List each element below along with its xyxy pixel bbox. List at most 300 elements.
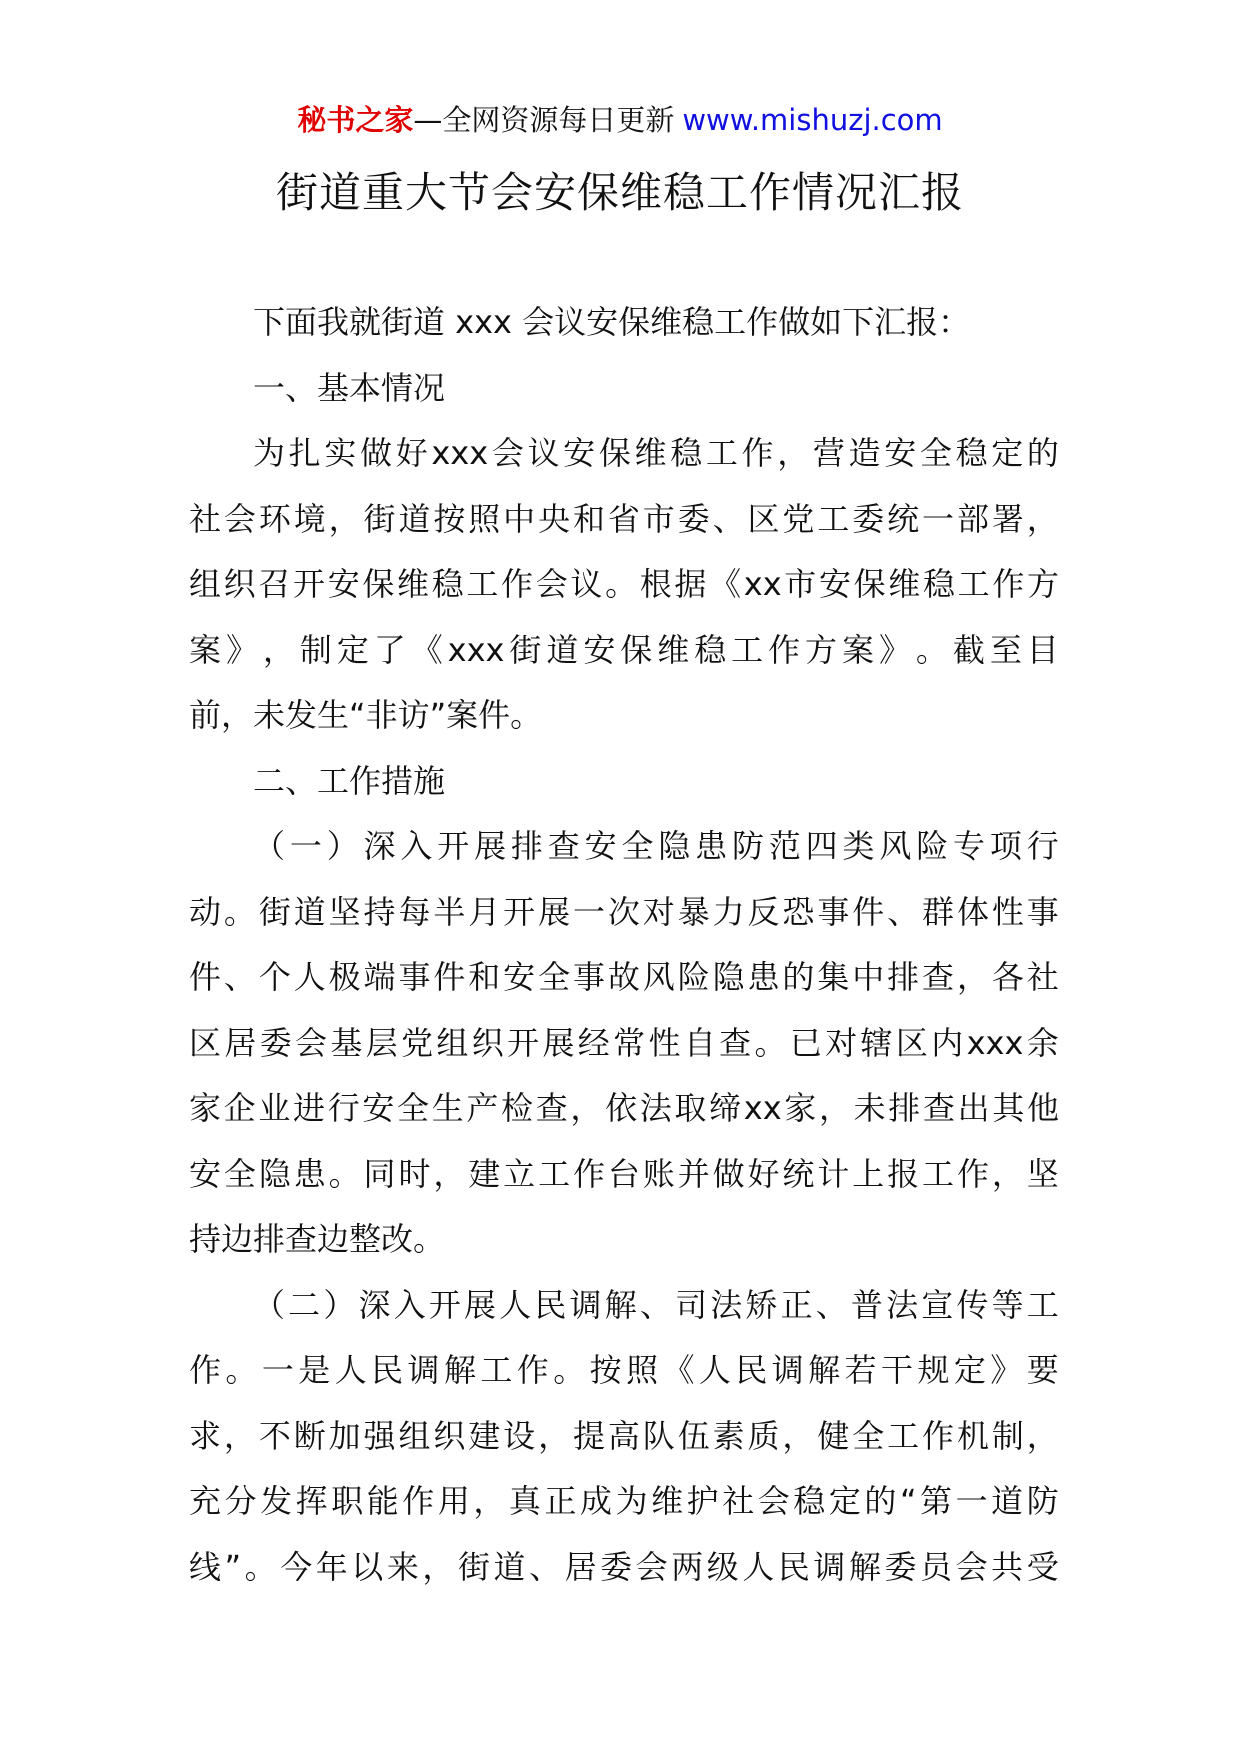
text-glyph: 环 bbox=[258, 499, 291, 538]
text-glyph: 安 bbox=[563, 434, 596, 472]
text-glyph: ， bbox=[1026, 1416, 1059, 1455]
text-glyph: 。 bbox=[328, 1154, 361, 1193]
text-glyph: 真 bbox=[508, 1482, 541, 1520]
paragraph-line bbox=[189, 1404, 1059, 1470]
text-glyph: 能 bbox=[366, 1482, 399, 1520]
text-glyph: 查 bbox=[547, 827, 580, 865]
text-glyph: 干 bbox=[881, 1351, 914, 1389]
text-glyph: 委 bbox=[600, 1547, 633, 1586]
text-glyph: 。 bbox=[553, 1351, 586, 1389]
text-glyph: 安 bbox=[503, 958, 536, 996]
text-glyph: 保 bbox=[362, 565, 395, 603]
paragraph-line bbox=[189, 880, 1059, 946]
text-glyph: 议 bbox=[527, 434, 560, 472]
text-glyph: 维 bbox=[634, 434, 667, 472]
text-glyph: 他 bbox=[1026, 1089, 1059, 1127]
text-glyph: 挥 bbox=[295, 1482, 328, 1520]
text-glyph: 基 bbox=[330, 1023, 363, 1062]
text-glyph: 道 bbox=[493, 1547, 526, 1586]
text-glyph: 、 bbox=[223, 958, 256, 996]
text-glyph: 类 bbox=[842, 827, 875, 865]
site-header bbox=[0, 100, 1240, 140]
text-glyph: 深 bbox=[363, 827, 396, 865]
text-glyph: 安 bbox=[884, 434, 917, 472]
text-glyph: 职 bbox=[331, 1482, 364, 1520]
paragraph-line bbox=[189, 945, 1059, 1011]
text-glyph: 组 bbox=[189, 565, 222, 603]
text-glyph: 发 bbox=[260, 1482, 293, 1520]
text-glyph: 解 bbox=[808, 1351, 841, 1389]
text-glyph: 是 bbox=[298, 1351, 331, 1389]
text-glyph: 道 bbox=[293, 892, 326, 931]
text-glyph: 。 bbox=[225, 1351, 258, 1389]
text-glyph: 的 bbox=[782, 958, 815, 996]
text-glyph: 安 bbox=[362, 1089, 395, 1127]
text-glyph: 家 bbox=[189, 1089, 222, 1127]
text-glyph: 社 bbox=[189, 499, 222, 538]
text-glyph: 照 bbox=[468, 499, 501, 538]
text-glyph: 坚 bbox=[328, 892, 361, 931]
text-glyph: 等 bbox=[991, 1285, 1024, 1324]
paragraph-line: 下面我就街道 xxx 会议安保维稳工作做如下汇报： bbox=[253, 303, 971, 341]
text-glyph: 解 bbox=[443, 1351, 476, 1389]
text-glyph: 维 bbox=[651, 1482, 684, 1520]
text-glyph: 目 bbox=[1026, 630, 1059, 669]
paragraph-line bbox=[189, 487, 1059, 553]
text-glyph: 调 bbox=[813, 1547, 846, 1586]
text-glyph: 对 bbox=[642, 892, 675, 931]
text-glyph: ， bbox=[818, 1089, 851, 1127]
text-glyph: 行 bbox=[327, 1089, 360, 1127]
text-glyph: 好 bbox=[395, 434, 428, 472]
text-glyph: 人 bbox=[334, 1351, 367, 1389]
text-glyph: 要 bbox=[1026, 1351, 1059, 1389]
text-glyph: 矫 bbox=[745, 1285, 778, 1324]
text-glyph: 队 bbox=[642, 1416, 675, 1455]
text-glyph: 》 bbox=[225, 630, 258, 669]
text-glyph: 计 bbox=[817, 1154, 850, 1193]
text-glyph: ， bbox=[262, 630, 295, 669]
text-glyph: 其 bbox=[992, 1089, 1025, 1127]
text-glyph: 民 bbox=[534, 1285, 567, 1324]
text-glyph: 调 bbox=[569, 1285, 602, 1324]
text-glyph: 风 bbox=[642, 958, 675, 996]
text-glyph: 不 bbox=[258, 1416, 291, 1455]
text-glyph: 展 bbox=[542, 1023, 575, 1062]
text-glyph: 、 bbox=[639, 1285, 672, 1324]
text-glyph: 全 bbox=[397, 1089, 430, 1127]
text-glyph: 持 bbox=[363, 892, 396, 931]
text-glyph: 群 bbox=[922, 892, 955, 931]
text-glyph: 部 bbox=[956, 499, 989, 538]
text-glyph: 安 bbox=[818, 565, 851, 603]
text-glyph: 》 bbox=[878, 630, 911, 669]
text-glyph: 根 bbox=[639, 565, 672, 603]
text-glyph: 民 bbox=[371, 1351, 404, 1389]
text-glyph: 会 bbox=[295, 1023, 328, 1062]
paragraph-line bbox=[189, 421, 1059, 487]
text-glyph: xx bbox=[743, 565, 782, 603]
text-glyph: 性 bbox=[648, 1023, 681, 1062]
text-glyph: 解 bbox=[604, 1285, 637, 1324]
text-glyph: 中 bbox=[852, 958, 885, 996]
text-glyph: 调 bbox=[407, 1351, 440, 1389]
text-glyph: 排 bbox=[510, 827, 543, 865]
text-glyph: 自 bbox=[683, 1023, 716, 1062]
text-glyph: ， bbox=[422, 1547, 455, 1586]
text-glyph: 作 bbox=[992, 565, 1025, 603]
text-glyph: 查 bbox=[922, 958, 955, 996]
text-glyph: 专 bbox=[953, 827, 986, 865]
text-glyph: 召 bbox=[258, 565, 291, 603]
text-glyph: 区 bbox=[747, 499, 780, 538]
text-glyph: 的 bbox=[864, 1482, 897, 1520]
text-glyph: 依 bbox=[605, 1089, 638, 1127]
text-glyph: 同 bbox=[363, 1154, 396, 1193]
text-glyph: 会 bbox=[535, 565, 568, 603]
text-glyph: 深 bbox=[358, 1285, 391, 1324]
text-glyph: 展 bbox=[464, 1285, 497, 1324]
text-glyph: 作 bbox=[501, 565, 534, 603]
text-glyph: 排 bbox=[888, 1089, 921, 1127]
text-glyph: 经 bbox=[577, 1023, 610, 1062]
text-glyph: 高 bbox=[607, 1416, 640, 1455]
text-glyph: 定 bbox=[336, 630, 369, 669]
text-glyph: 立 bbox=[503, 1154, 536, 1193]
text-glyph: 分 bbox=[224, 1482, 257, 1520]
text-glyph: 《 bbox=[662, 1351, 695, 1389]
text-glyph: 断 bbox=[293, 1416, 326, 1455]
text-glyph: 求 bbox=[189, 1416, 222, 1455]
text-glyph: 街 bbox=[363, 499, 396, 538]
text-glyph: 查 bbox=[719, 1023, 752, 1062]
text-glyph: 加 bbox=[328, 1416, 361, 1455]
text-glyph: 开 bbox=[428, 1285, 461, 1324]
text-glyph: 四 bbox=[805, 827, 838, 865]
text-glyph: 市 bbox=[642, 499, 675, 538]
text-glyph: 道 bbox=[991, 1482, 1024, 1520]
text-glyph: 稳 bbox=[670, 434, 703, 472]
text-glyph: 街 bbox=[509, 630, 542, 669]
text-glyph: 缔 bbox=[709, 1089, 742, 1127]
text-glyph: 议 bbox=[570, 565, 603, 603]
text-glyph: ， bbox=[991, 1154, 1024, 1193]
text-glyph: 查 bbox=[922, 1089, 955, 1127]
text-glyph: 建 bbox=[468, 1154, 501, 1193]
text-glyph: 安 bbox=[583, 630, 616, 669]
text-glyph: 事 bbox=[398, 958, 431, 996]
text-glyph: 充 bbox=[189, 1482, 222, 1520]
text-glyph: 全 bbox=[223, 1154, 256, 1193]
text-glyph: 织 bbox=[223, 565, 256, 603]
text-glyph: 报 bbox=[887, 1154, 920, 1193]
text-glyph: 。 bbox=[915, 630, 948, 669]
text-glyph: 产 bbox=[466, 1089, 499, 1127]
text-glyph: 全 bbox=[852, 1416, 885, 1455]
text-glyph: 辖 bbox=[860, 1023, 893, 1062]
text-glyph: 工 bbox=[466, 565, 499, 603]
text-glyph: ， bbox=[777, 434, 810, 472]
text-glyph: 稳 bbox=[955, 434, 988, 472]
text-glyph: 、 bbox=[815, 1285, 848, 1324]
text-glyph: 稳 bbox=[793, 1482, 826, 1520]
text-glyph: 定 bbox=[828, 1482, 861, 1520]
text-glyph: 维 bbox=[657, 630, 690, 669]
text-glyph: 每 bbox=[398, 892, 431, 931]
paragraph-line bbox=[189, 1535, 1059, 1601]
paragraph-line bbox=[189, 1273, 1059, 1339]
text-glyph: 正 bbox=[780, 1285, 813, 1324]
text-glyph: 正 bbox=[544, 1482, 577, 1520]
text-glyph: 民 bbox=[777, 1547, 810, 1586]
text-glyph: 范 bbox=[768, 827, 801, 865]
text-glyph: 工 bbox=[887, 1416, 920, 1455]
text-glyph: 展 bbox=[538, 892, 571, 931]
text-glyph: 线 bbox=[189, 1547, 222, 1586]
text-glyph: 、 bbox=[712, 499, 745, 538]
text-glyph: 个 bbox=[258, 958, 291, 996]
text-glyph: 居 bbox=[224, 1023, 257, 1062]
text-glyph: 开 bbox=[293, 565, 326, 603]
text-glyph: 防 bbox=[1026, 1482, 1059, 1520]
text-glyph: 入 bbox=[393, 1285, 426, 1324]
text-glyph: 案 bbox=[189, 630, 222, 669]
text-glyph: 故 bbox=[607, 958, 640, 996]
text-glyph: 各 bbox=[991, 958, 1024, 996]
text-glyph: 为 bbox=[615, 1482, 648, 1520]
text-glyph: 的 bbox=[1026, 434, 1059, 472]
section-heading: 二、工作措施 bbox=[253, 761, 446, 800]
text-glyph: 一 bbox=[955, 1482, 988, 1520]
document-title: 街道重大节会安保维稳工作情况汇报 bbox=[275, 168, 964, 217]
text-glyph: 、 bbox=[529, 1547, 562, 1586]
text-glyph: 恐 bbox=[782, 892, 815, 931]
text-glyph: 一 bbox=[922, 499, 955, 538]
text-glyph: 事 bbox=[817, 892, 850, 931]
header-tagline: —全网资源每日更新 bbox=[413, 103, 675, 137]
text-glyph: 作 bbox=[741, 434, 774, 472]
text-glyph: 成 bbox=[580, 1482, 613, 1520]
text-glyph: 已 bbox=[789, 1023, 822, 1062]
text-glyph: 反 bbox=[747, 892, 780, 931]
text-glyph: 案 bbox=[842, 630, 875, 669]
text-glyph: 为 bbox=[253, 434, 286, 472]
text-glyph: 作 bbox=[402, 1482, 435, 1520]
text-glyph: 方 bbox=[1026, 565, 1059, 603]
text-glyph: 安 bbox=[327, 565, 360, 603]
text-glyph: 取 bbox=[674, 1089, 707, 1127]
text-glyph: 开 bbox=[507, 1023, 540, 1062]
text-glyph: 司 bbox=[675, 1285, 708, 1324]
text-glyph: ， bbox=[328, 499, 361, 538]
text-glyph: 法 bbox=[710, 1285, 743, 1324]
text-glyph: 作 bbox=[189, 1351, 222, 1389]
text-glyph: 工 bbox=[538, 1154, 571, 1193]
text-glyph: ， bbox=[473, 1482, 506, 1520]
text-glyph: 法 bbox=[639, 1089, 672, 1127]
text-glyph: 解 bbox=[848, 1547, 881, 1586]
text-glyph: 普 bbox=[850, 1285, 883, 1324]
text-glyph: 险 bbox=[677, 958, 710, 996]
text-glyph: 护 bbox=[686, 1482, 719, 1520]
text-glyph: 法 bbox=[886, 1285, 919, 1324]
text-glyph: 安 bbox=[189, 1154, 222, 1193]
text-glyph: 级 bbox=[706, 1547, 739, 1586]
text-glyph: 提 bbox=[572, 1416, 605, 1455]
text-glyph: 。 bbox=[244, 1547, 277, 1586]
text-glyph: 稳 bbox=[922, 565, 955, 603]
text-glyph: 事 bbox=[572, 958, 605, 996]
text-glyph: 险 bbox=[916, 827, 949, 865]
text-glyph: 上 bbox=[852, 1154, 885, 1193]
text-glyph: 照 bbox=[626, 1351, 659, 1389]
text-glyph: 极 bbox=[328, 958, 361, 996]
text-glyph: 行 bbox=[1026, 827, 1059, 865]
text-glyph: 调 bbox=[771, 1351, 804, 1389]
text-glyph: 按 bbox=[433, 499, 466, 538]
text-glyph: 中 bbox=[503, 499, 536, 538]
text-glyph: 据 bbox=[674, 565, 707, 603]
text-glyph: 余 bbox=[1026, 1023, 1059, 1062]
text-glyph: 。 bbox=[223, 892, 256, 931]
text-glyph: 保 bbox=[853, 565, 886, 603]
text-glyph: 。 bbox=[754, 1023, 787, 1062]
text-glyph: ， bbox=[956, 958, 989, 996]
text-glyph: 、 bbox=[887, 892, 920, 931]
text-glyph: 排 bbox=[887, 958, 920, 996]
text-glyph: 查 bbox=[535, 1089, 568, 1127]
text-glyph: 生 bbox=[431, 1089, 464, 1127]
text-glyph: 统 bbox=[782, 1154, 815, 1193]
text-glyph: 集 bbox=[817, 958, 850, 996]
text-glyph: 署 bbox=[991, 499, 1024, 538]
text-glyph: 委 bbox=[259, 1023, 292, 1062]
text-glyph: 境 bbox=[293, 499, 326, 538]
text-glyph: 工 bbox=[731, 630, 764, 669]
text-glyph: 织 bbox=[471, 1023, 504, 1062]
text-glyph: 开 bbox=[503, 892, 536, 931]
site-url-link[interactable]: www.mishuzj.com bbox=[682, 103, 943, 137]
text-glyph: 会 bbox=[223, 499, 256, 538]
text-glyph: 作 bbox=[572, 1154, 605, 1193]
text-glyph: 截 bbox=[952, 630, 985, 669]
text-glyph: 家 bbox=[784, 1089, 817, 1127]
text-glyph: 和 bbox=[468, 958, 501, 996]
text-glyph: 业 bbox=[258, 1089, 291, 1127]
text-glyph: 伍 bbox=[677, 1416, 710, 1455]
text-glyph: 。 bbox=[605, 565, 638, 603]
text-glyph: 工 bbox=[922, 1154, 955, 1193]
text-glyph: xx bbox=[743, 1089, 782, 1127]
text-glyph: 作 bbox=[768, 630, 801, 669]
text-glyph: 件 bbox=[433, 958, 466, 996]
text-glyph: 风 bbox=[879, 827, 912, 865]
text-glyph: 事 bbox=[1026, 892, 1059, 931]
text-glyph: ， bbox=[433, 1154, 466, 1193]
text-glyph: 委 bbox=[852, 499, 885, 538]
text-glyph: 人 bbox=[293, 958, 326, 996]
text-glyph: ， bbox=[223, 1416, 256, 1455]
text-glyph: 定 bbox=[991, 434, 1024, 472]
text-glyph: 两 bbox=[671, 1547, 704, 1586]
text-glyph: 台 bbox=[607, 1154, 640, 1193]
text-glyph: 二 bbox=[288, 1285, 321, 1324]
text-glyph: 会 bbox=[955, 1547, 988, 1586]
text-glyph: 宣 bbox=[921, 1285, 954, 1324]
text-glyph: 患 bbox=[695, 827, 728, 865]
paragraph-line bbox=[189, 1338, 1059, 1404]
text-glyph: 稳 bbox=[694, 630, 727, 669]
text-glyph: 《 bbox=[410, 630, 443, 669]
paragraph-line bbox=[189, 1076, 1059, 1142]
text-glyph: 》 bbox=[990, 1351, 1023, 1389]
text-glyph: 第 bbox=[920, 1482, 953, 1520]
text-glyph: 企 bbox=[223, 1089, 256, 1127]
paragraph-line bbox=[189, 1142, 1059, 1208]
text-glyph: 市 bbox=[784, 565, 817, 603]
text-glyph: 街 bbox=[258, 892, 291, 931]
text-glyph: 委 bbox=[677, 499, 710, 538]
paragraph-line bbox=[189, 552, 1059, 618]
paragraph-line bbox=[189, 1469, 1059, 1535]
text-glyph: 安 bbox=[584, 827, 617, 865]
text-glyph: 按 bbox=[589, 1351, 622, 1389]
text-glyph: 员 bbox=[920, 1547, 953, 1586]
text-glyph: 居 bbox=[564, 1547, 597, 1586]
text-glyph: 方 bbox=[805, 630, 838, 669]
text-glyph: 区 bbox=[189, 1023, 222, 1062]
text-glyph: 未 bbox=[853, 1089, 886, 1127]
text-glyph: 和 bbox=[572, 499, 605, 538]
text-glyph: 制 bbox=[991, 1416, 1024, 1455]
text-glyph: 实 bbox=[324, 434, 357, 472]
text-glyph: 机 bbox=[956, 1416, 989, 1455]
text-glyph: 一 bbox=[261, 1351, 294, 1389]
text-glyph: 一 bbox=[289, 827, 322, 865]
text-glyph: 组 bbox=[398, 1416, 431, 1455]
text-glyph: 央 bbox=[538, 499, 571, 538]
text-glyph: 做 bbox=[712, 1154, 745, 1193]
text-glyph: 全 bbox=[919, 434, 952, 472]
text-glyph: 省 bbox=[607, 499, 640, 538]
text-glyph: 至 bbox=[989, 630, 1022, 669]
text-glyph: 道 bbox=[546, 630, 579, 669]
text-glyph: 建 bbox=[468, 1416, 501, 1455]
text-glyph: xxx bbox=[447, 630, 505, 669]
text-glyph: 隐 bbox=[658, 827, 691, 865]
text-glyph: 工 bbox=[957, 565, 990, 603]
text-glyph: xxx bbox=[431, 434, 489, 472]
text-glyph: 并 bbox=[677, 1154, 710, 1193]
text-glyph: 若 bbox=[844, 1351, 877, 1389]
text-glyph: 维 bbox=[397, 565, 430, 603]
text-glyph: （ bbox=[253, 1285, 286, 1324]
text-glyph: 今 bbox=[280, 1547, 313, 1586]
text-glyph: 半 bbox=[433, 892, 466, 931]
text-glyph: 开 bbox=[437, 827, 470, 865]
paragraph-line bbox=[189, 1011, 1059, 1077]
text-glyph: 对 bbox=[825, 1023, 858, 1062]
text-glyph: 以 bbox=[351, 1547, 384, 1586]
text-glyph: 造 bbox=[848, 434, 881, 472]
paragraph-line bbox=[189, 814, 1059, 880]
text-glyph: 展 bbox=[474, 827, 507, 865]
text-glyph: 统 bbox=[887, 499, 920, 538]
text-glyph: 扎 bbox=[288, 434, 321, 472]
text-glyph: 素 bbox=[712, 1416, 745, 1455]
text-glyph: 进 bbox=[293, 1089, 326, 1127]
text-glyph: 作 bbox=[956, 1154, 989, 1193]
